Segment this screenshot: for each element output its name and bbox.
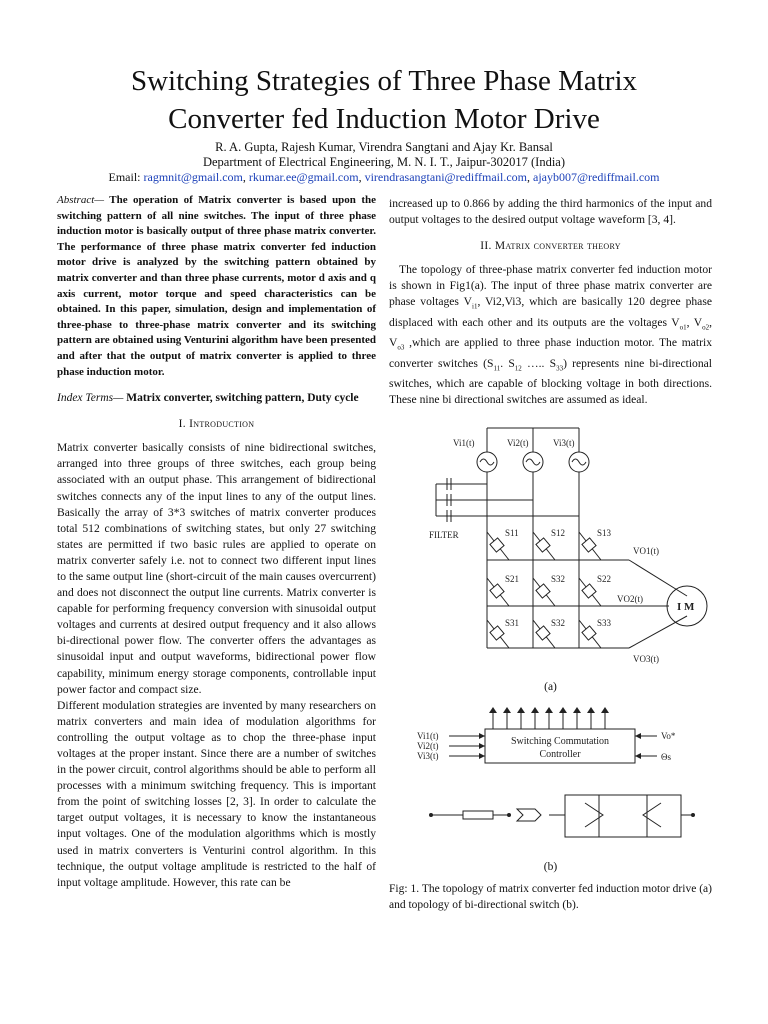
- controller-input-2: Vi2(t): [417, 741, 439, 752]
- section-1-paragraph-1: Matrix converter basically consists of nine bidirectional switches, arranged into three groups of three switches, each group being associated with an output phase. This arrangement of bidirectional switches connects any of the input lines to any of the output lines. Basically the array of 3*3 switches of matrix converter produces total 512 combinations of switching states, but only 27 switching states are permitted if two basic rules are applied to operate on matrix converter safely i.e. not to connect two different input lines to the same output line (short-circuit of the main causes overcurrent) and does not disconnect the output line currents. Matrix converter is capable for performing frequency conversion with sinusoidal output voltages and currents at desired output frequency and it also allows bi-directional power flow. The converter offers the advantages as sinusoidal input and output waveforms, bidirectional power flow capability, minimum energy storage components, controllable input power factor and compact size.: [57, 441, 376, 696]
- controller-input-3: Vi3(t): [417, 751, 439, 762]
- switch-label-s13: S13: [597, 528, 612, 539]
- switch-label-s22: S22: [597, 574, 612, 585]
- matrix-converter-diagram: [389, 416, 712, 674]
- output-label-1: VO1(t): [633, 546, 659, 557]
- email-link-3[interactable]: virendrasangtani@rediffmail.com: [364, 170, 528, 184]
- source-label-2: Vi2(t): [507, 438, 529, 449]
- output-label-2: VO2(t): [617, 594, 643, 605]
- output-label-3: VO3(t): [633, 654, 659, 665]
- section-1-paragraph-2: Different modulation strategies are invented by many researchers on matrix converters and main idea of modulation algorithms for controlling the output voltage as to chop the three-phase input voltages at the proper instant. Since there are a number of switches in the power circuit, control algorithms should be able to perform all processes with a minimum switching frequency. This is important from the point of switching losses [2, 3]. In order to calculate the target output voltages, it is necessary to know the instantaneous input voltages. One of the modulation algorithms which is mostly used in matrix converters is Venturini control algorithm. In this technique, the output voltage amplitude is restricted to the half of input voltage amplitude. However, this rate can be: [57, 698, 376, 889]
- abstract-text: The operation of Matrix converter is based upon the switching pattern of all nine switches. The input of three phase induction motor is basically output of three phase matrix converter. The performance of three phase matrix converter fed induction motor drive is analyzed by the switching pattern obtained by matrix converter and than three phase currents, motor d axis and q axis current, motor torque and speed characteristics can be obtained. In this paper, simulation, design and implementation of three-phase to three-phase matrix converter and its switching pattern are obtained using Venturini algorithm have been presented and after that the output of matrix converter is applied to three phase induction motor.: [57, 194, 376, 378]
- email-link-1[interactable]: ragmnit@gmail.com: [143, 170, 243, 184]
- right-column: [389, 196, 712, 913]
- source-label-1: Vi1(t): [453, 438, 475, 449]
- index-text: Matrix converter, switching pattern, Duty cycle: [126, 392, 359, 405]
- switch-label-s31: S31: [505, 618, 520, 629]
- title-line-2: Converter fed Induction Motor Drive: [168, 103, 600, 135]
- abstract-lead: Abstract—: [57, 194, 105, 206]
- figure-1b-label: (b): [543, 860, 558, 873]
- index-lead: Index Terms—: [57, 392, 124, 405]
- authors: R. A. Gupta, Rajesh Kumar, Virendra Sangtani and Ajay Kr. Bansal: [215, 140, 553, 154]
- paper-title: [0, 62, 768, 138]
- email-line: Email: ragmnit@gmail.com, rkumar.ee@gmail.com, virendrasangtani@rediffmail.com, ajayb007@rediffmail.com: [108, 170, 660, 184]
- abstract: [57, 193, 376, 380]
- controller-label-line-2: Controller: [539, 749, 581, 761]
- switch-label-s11: S11: [505, 528, 519, 539]
- email-link-4[interactable]: ajayb007@rediffmail.com: [533, 170, 660, 184]
- switch-label-s32: S32: [551, 618, 566, 629]
- figure-1a: [389, 416, 712, 695]
- figure-1-caption: Fig: 1. The topology of matrix converter fed induction motor drive (a) and topology of bi-directional switch (b).: [389, 882, 712, 911]
- author-block: [0, 140, 768, 170]
- right-paragraph-continued: increased up to 0.866 by adding the third harmonics of the input and output voltages to the desired output voltage waveform [3, 4].: [389, 197, 712, 227]
- switch-label-s21: S21: [505, 574, 520, 585]
- filter-label: FILTER: [429, 530, 459, 541]
- index-terms: [57, 390, 376, 406]
- figure-1b: [389, 703, 712, 874]
- affiliation: Department of Electrical Engineering, M. N. I. T., Jaipur-302017 (India): [202, 155, 566, 169]
- controller-label-line-1: Switching Commutation: [510, 736, 610, 748]
- motor-label: I M: [677, 601, 695, 614]
- source-label-3: Vi3(t): [553, 438, 575, 449]
- email-link-2[interactable]: rkumar.ee@gmail.com: [248, 170, 359, 184]
- figure-1a-label: (a): [544, 681, 557, 694]
- email-label: Email:: [108, 170, 141, 184]
- commutation-controller-diagram: [389, 703, 712, 853]
- section-2-paragraph-1: The topology of three-phase matrix converter fed induction motor is shown in Fig1(a). The input of three phase matrix converter are phase voltages $V_{i1}$, Vi2,Vi3, which are basically 120 degree phase displaced with each other and its outputs are the voltages $V_{o1}$, $V_{o2}$, $V_{o3}$ ,which are applied to three phase induction motor. The matrix converter switches ($S_{11}$. $S_{12}$ ….. $S_{33}$) represents nine bi-directional switches, which are capable of blocking voltage in both directions. These nine bi directional switches are assumed as ideal.: [389, 263, 712, 407]
- left-column: [57, 193, 376, 891]
- switch-label-s32-mid: S32: [551, 574, 566, 585]
- controller-theta-label: Θs: [661, 752, 672, 763]
- section-1-heading: I. Introduction: [178, 418, 255, 431]
- switch-label-s33: S33: [597, 618, 612, 629]
- title-line-1: Switching Strategies of Three Phase Matrix: [130, 65, 638, 97]
- section-2-heading: II. Matrix converter theory: [480, 240, 621, 253]
- controller-reference-label: Vo*: [661, 731, 676, 742]
- switch-label-s12: S12: [551, 528, 566, 539]
- controller-input-1: Vi1(t): [417, 731, 439, 742]
